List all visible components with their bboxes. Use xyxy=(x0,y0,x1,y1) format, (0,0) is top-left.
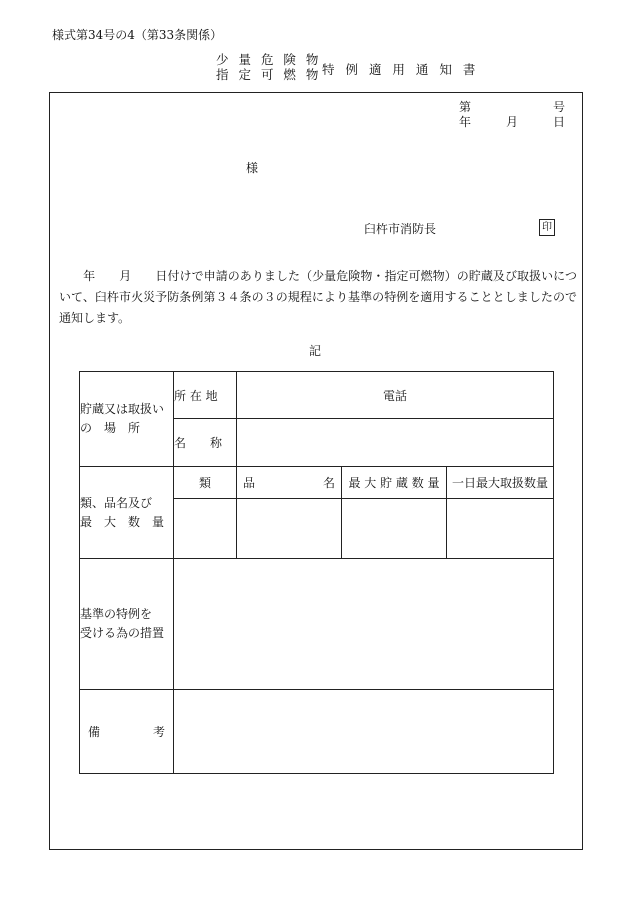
number-prefix: 第 xyxy=(459,100,472,114)
item-name-cell xyxy=(237,499,342,559)
notice-body: 年 月 日付けで申請のありました（少量危険物・指定可燃物）の貯蔵及び取扱いについて、臼杵市火災予防条例第３４条の３の規程により基準の特例を適用することとしましたので通知します。 xyxy=(59,269,577,325)
form-number-label: 様式第34号の4（第33条関係） xyxy=(52,28,223,42)
details-table xyxy=(79,371,554,774)
category-quantity-label: 類、品名及び 最 大 数 量 xyxy=(80,467,174,559)
special-measures-field xyxy=(174,559,554,690)
addressee-suffix: 様 xyxy=(246,161,259,175)
number-suffix: 号 xyxy=(553,100,566,114)
seal-mark: 印 xyxy=(539,219,555,236)
col-header-max-storage: 最 大 貯 蔵 数 量 xyxy=(342,467,447,499)
special-measures-label: 基準の特例を 受ける為の措置 xyxy=(80,559,174,690)
name-field xyxy=(237,419,554,467)
col-header-type: 類 xyxy=(174,467,237,499)
date-month-label: 月 xyxy=(506,115,519,129)
phone-label: 電話 xyxy=(383,388,408,403)
document-title: 特 例 適 用 通 知 書 xyxy=(322,62,479,77)
type-cell xyxy=(174,499,237,559)
title-small-quantity-hazardous: 少 量 危 険 物 xyxy=(216,52,322,67)
title-designated-combustible: 指 定 可 燃 物 xyxy=(216,67,322,82)
name-label: 名 称 xyxy=(174,419,237,467)
ki-heading: 記 xyxy=(309,344,322,358)
address-phone-field xyxy=(237,372,554,419)
col-header-item-name: 品 名 xyxy=(237,467,342,499)
address-label: 所 在 地 xyxy=(174,372,237,419)
remarks-label: 備 考 xyxy=(80,690,174,774)
date-year-label: 年 xyxy=(459,115,472,129)
daily-max-cell xyxy=(447,499,554,559)
storage-place-label: 貯蔵又は取扱い の 場 所 xyxy=(80,372,174,467)
max-storage-cell xyxy=(342,499,447,559)
col-header-daily-max: 一日最大取扱数量 xyxy=(447,467,554,499)
issuer-name: 臼杵市消防長 xyxy=(364,222,437,236)
date-day-label: 日 xyxy=(553,115,566,129)
remarks-field xyxy=(174,690,554,774)
